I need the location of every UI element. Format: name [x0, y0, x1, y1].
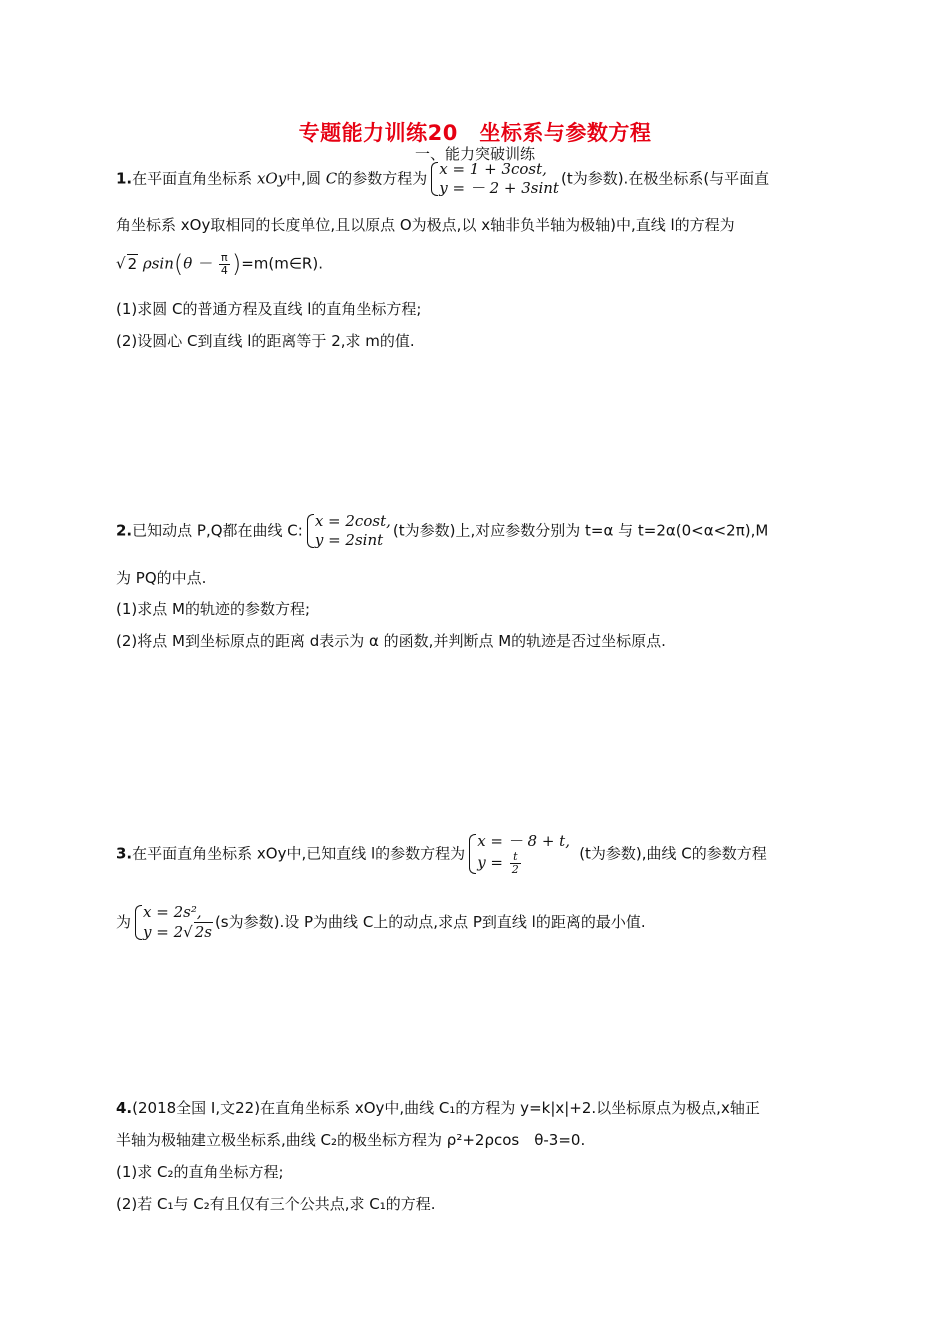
q3-t-over-2: [510, 851, 521, 876]
q1-text-a: 在平面直角坐标系: [132, 169, 253, 188]
q2-text-b: (t为参数)上,对应参数分别为 t=α 与 t=2α(0<α<2π),M: [392, 521, 769, 540]
q1-number: 1.: [116, 169, 133, 188]
q2-text-a: 已知动点 P,Q都在曲线 C:: [132, 521, 303, 540]
q1-sqrt2: 2: [127, 254, 138, 273]
q2-part2: (2)将点 M到坐标原点的距离 d表示为 α 的函数,并判断点 M的轨迹是否过坐标原点.: [116, 632, 666, 650]
q1-eq-x: x = 1 + 3cost,: [439, 160, 547, 178]
q3-curve-equation-system: [133, 903, 213, 942]
q1-theta: θ －: [183, 254, 213, 273]
q2-line2: 为 PQ的中点.: [116, 569, 207, 587]
q4-part2: (2)若 C₁与 C₂有且仅有三个公共点,求 C₁的方程.: [116, 1195, 436, 1213]
q4-line2: 半轴为极轴建立极坐标系,曲线 C₂的极坐标方程为 ρ²+2ρcos θ-3=0.: [116, 1131, 586, 1149]
q1-text-c: 的参数方程为: [337, 169, 428, 188]
q1-c: C: [325, 169, 338, 188]
q2-line1: [116, 512, 768, 550]
q1-pi-over-4: [219, 252, 230, 277]
q1-line1: [116, 160, 769, 198]
q1-part1: (1)求圆 C的普通方程及直线 l的直角坐标方程;: [116, 300, 422, 318]
q3-eq-y-pre: y =: [477, 853, 503, 872]
q3-line-equation-system: [467, 832, 577, 876]
q2-eq-y: y = 2sint: [314, 531, 384, 549]
q1-equation-system: [429, 160, 559, 198]
q3-number: 3.: [116, 844, 133, 863]
q3-eq-y2: y = 2√ 2s: [143, 923, 212, 941]
q2-number: 2.: [116, 521, 133, 540]
section-subtitle: 一、能力突破训练: [414, 145, 535, 163]
q3-eq-y2-pre: y = 2: [143, 923, 184, 941]
q3-line2-post: (s为参数).设 P为曲线 C上的动点,求点 P到直线 l的距离的最小值.: [214, 913, 646, 931]
q3-two: 2: [511, 863, 519, 876]
q2-part1: (1)求点 M的轨迹的参数方程;: [116, 600, 311, 618]
q3-t: t: [510, 851, 521, 864]
q1-text-b: 中,圆: [286, 169, 321, 188]
q3-text-a: 在平面直角坐标系 xOy中,已知直线 l的参数方程为: [132, 844, 466, 863]
q3-eq-x: x = － 8 + t,: [477, 832, 570, 850]
q1-line2: 角坐标系 xOy取相同的长度单位,且以原点 O为极点,以 x轴非负半轴为极轴)中,直线 l的方程为: [116, 216, 735, 234]
q1-pi: π: [219, 252, 230, 265]
q1-text-d: (t为参数).在极坐标系(与平面直: [560, 169, 770, 188]
q4-line1: [116, 1097, 760, 1118]
q1-tail: =m(m∈R).: [241, 254, 323, 273]
q2-eq-x: x = 2cost,: [314, 512, 391, 530]
q3-eq-y: [477, 851, 577, 876]
q1-part2: (2)设圆心 C到直线 l的距离等于 2,求 m的值.: [116, 332, 415, 350]
q3-line2-pre: 为: [116, 913, 132, 931]
q3-sqrt-2s: 2s: [194, 923, 212, 941]
q2-equation-system: [305, 512, 391, 550]
q3-eq-x2: x = 2s²,: [143, 903, 202, 921]
q3-line1: [116, 832, 767, 876]
q4-part1: (1)求 C₂的直角坐标方程;: [116, 1163, 284, 1181]
q1-line3: √ 2 ρsin(θ － $\frac{\pi}{4}$ )=m(m∈R).: [116, 250, 323, 278]
q4-text-a: (2018全国 Ⅰ,文22)在直角坐标系 xOy中,曲线 C₁的方程为 y=k|x|+2.以坐标原点为极点,x轴正: [132, 1099, 760, 1117]
q3-text-b: (t为参数),曲线 C的参数方程: [579, 844, 767, 863]
page-title: 专题能力训练20 坐标系与参数方程: [298, 121, 652, 145]
q1-four: 4: [220, 263, 228, 277]
q1-eq-y: y = － 2 + 3sint: [439, 179, 559, 197]
q3-line2: [116, 903, 646, 942]
q4-number: 4.: [116, 1099, 133, 1117]
q1-rho-sin: ρsin: [142, 254, 174, 273]
q1-xoy: xOy: [256, 169, 287, 188]
